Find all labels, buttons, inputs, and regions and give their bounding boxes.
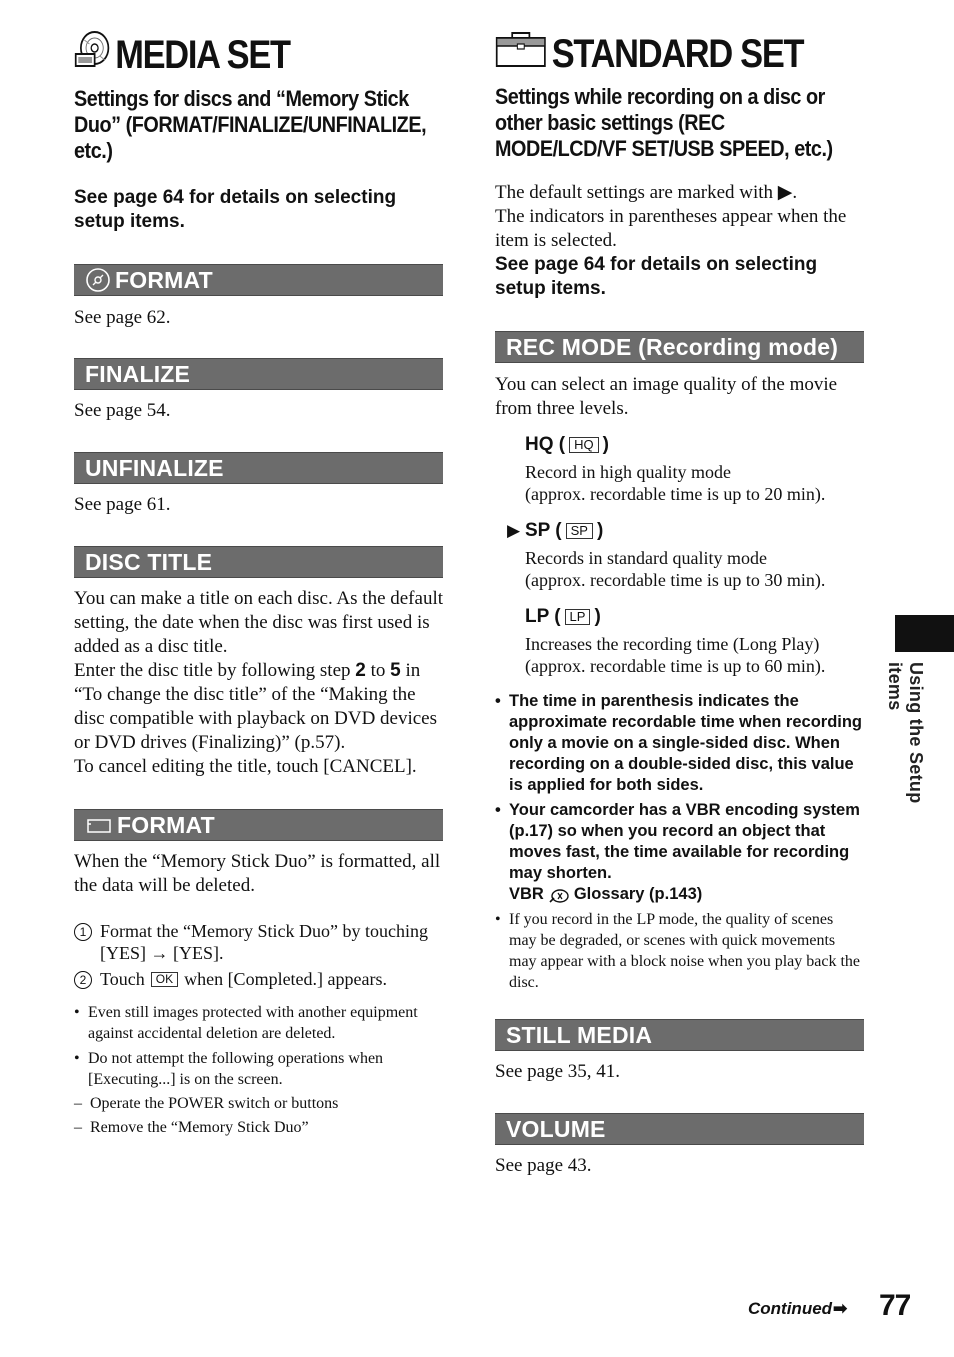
arrow-right-icon: ➡ [833,1299,848,1318]
unfinalize-text: See page 61. [74,494,171,515]
section-heading-label: FORMAT [117,811,215,838]
section-heading-label: DISC TITLE [85,548,213,575]
step-2 [74,968,443,990]
finalize-text: See page 54. [74,400,171,421]
mode-label: SP ( [525,520,562,541]
mode-label: LP ( [525,606,561,627]
still-media-text: See page 35, 41. [495,1061,621,1082]
text-run: in “To change the disc title” of the “Making the disc compatible with playback on DVD devices or DVD drives (Finalizing)” (p.57). [74,660,438,753]
standard-set-subtitle: Settings while recording on a disc or other basic settings (REC MODE/LCD/VF SET/USB SPEED, etc.) [495,84,833,161]
section-header-format-memory-stick [74,809,443,841]
disc-media-icon [74,30,110,80]
step-number-badge: 2 [74,971,92,989]
format-sub-notes [74,1092,443,1140]
mode-lp [525,605,864,677]
text-run: when [Completed.] appears. [184,969,388,989]
mode-description: Increases the recording time (Long Play) [525,634,820,654]
continued-indicator [748,1297,847,1321]
mode-heading [525,605,864,629]
list-item: • If you record in the LP mode, the quality of scenes may be degraded, or scenes with quick movements may appear with a block noise when you play back the disc. [495,909,864,993]
text-run: Touch [100,969,145,989]
glossary-icon [548,886,570,904]
media-set-reference: See page 64 for details on selecting setup items. [74,187,397,232]
section-heading-label: REC MODE (Recording mode) [506,333,839,360]
chapter-side-label: Using the Setup items [885,662,926,804]
step-1 [74,920,443,964]
media-set-title [74,30,391,80]
rec-mode-options [495,433,864,677]
memory-stick-icon [85,815,113,835]
media-set-column [74,30,443,1140]
step-number: 2 [355,660,366,681]
section-heading-label: FINALIZE [85,360,191,387]
intro-indicators: The indicators in parentheses appear when the item is selected. [495,206,847,251]
ok-button-icon: OK [151,972,178,987]
mode-label: HQ ( [525,434,566,455]
mode-heading [525,433,864,457]
section-header-unfinalize [74,452,443,484]
lp-indicator-icon: LP [565,609,591,625]
chapter-tab-marker [895,615,954,652]
mode-description: (approx. recordable time is up to 60 min). [525,656,826,676]
mode-sp [507,519,864,591]
section-heading-label: UNFINALIZE [85,454,224,481]
standard-set-column [495,30,864,1178]
media-set-subtitle: Settings for discs and “Memory Stick Duo” (FORMAT/FINALIZE/UNFINALIZE, etc.) [74,86,427,163]
section-heading-label: STILL MEDIA [506,1021,653,1048]
mode-label-close: ) [602,434,609,455]
standard-set-title [495,30,812,78]
section-heading-label: VOLUME [506,1115,606,1142]
section-header-format-disc [74,264,443,296]
toolbox-icon [495,30,547,78]
volume-text: See page 43. [495,1155,592,1176]
sp-indicator-icon: SP [566,523,593,539]
mode-description: (approx. recordable time is up to 30 min). [525,570,826,590]
vbr-glossary-line [495,884,864,905]
step-number: 5 [390,660,401,681]
list-item: • The time in parenthesis indicates the approximate recordable time when recording only a movie on a single-sided disc. When recording on a double-sided disc, this value is applied for both sides. [495,691,864,796]
mode-hq [525,433,864,505]
intro-default-marker: The default settings are marked with ▶. [495,182,798,203]
step-2-text [100,968,387,990]
list-item: – Operate the POWER switch or buttons [74,1092,443,1116]
media-set-title-text: MEDIA SET [115,33,290,77]
mode-label-close: ) [596,520,604,541]
disc-title-body [74,587,443,779]
list-item: • Your camcorder has a VBR encoding system (p.17) so when you record an object that moves fast, the time available for recording may shorten. [495,800,864,884]
step-number-badge: 1 [74,923,92,941]
arrow-right-icon: → [150,943,169,963]
mode-description: (approx. recordable time is up to 20 min). [525,484,826,504]
continued-label: Continued [748,1299,833,1318]
disc-title-paragraph-2 [74,659,443,755]
text-run: to [365,660,391,681]
mode-label-close: ) [594,606,601,627]
disc-icon [85,267,111,293]
glossary-reference: Glossary (p.143) [573,885,703,903]
standard-set-title-text: STANDARD SET [551,32,804,76]
section-heading-label: FORMAT [115,266,213,293]
mode-heading [525,519,864,543]
section-header-volume [495,1113,864,1145]
rec-mode-text: You can select an image quality of the movie from three levels. [495,374,838,419]
text-run: Enter the disc title by following step [74,660,356,681]
text-run: Format the “Memory Stick Duo” by touching [YES] [100,921,428,963]
hq-indicator-icon: HQ [569,437,599,453]
text-run: [YES]. [168,943,224,963]
disc-title-paragraph-3: To cancel editing the title, touch [CANCEL]. [74,756,417,777]
list-item: • Even still images protected with another equipment against accidental deletion are deleted. [74,1002,443,1044]
list-item: – Remove the “Memory Stick Duo” [74,1116,443,1140]
default-marker-icon: ▶ [507,521,521,540]
format-ms-text: When the “Memory Stick Duo” is formatted, all the data will be deleted. [74,851,441,896]
mode-description: Record in high quality mode [525,462,731,482]
page-number: 77 [879,1289,911,1322]
rec-mode-note [495,909,864,993]
vbr-label: VBR [509,885,544,903]
rec-mode-bold-notes [495,691,864,884]
standard-set-reference: See page 64 for details on selecting setup items. [495,254,818,299]
format-steps [74,920,443,990]
section-header-still-media [495,1019,864,1051]
list-item: • Do not attempt the following operations when [Executing...] is on the screen. [74,1048,443,1090]
mode-description: Records in standard quality mode [525,548,767,568]
format-notes [74,1002,443,1090]
section-header-disc-title [74,546,443,578]
format-disc-text: See page 62. [74,307,171,328]
disc-title-paragraph-1: You can make a title on each disc. As the default setting, the date when the disc was first used is added as a disc title. [74,588,443,657]
step-1-text [100,920,443,964]
section-header-rec-mode [495,331,864,363]
section-header-finalize [74,358,443,390]
